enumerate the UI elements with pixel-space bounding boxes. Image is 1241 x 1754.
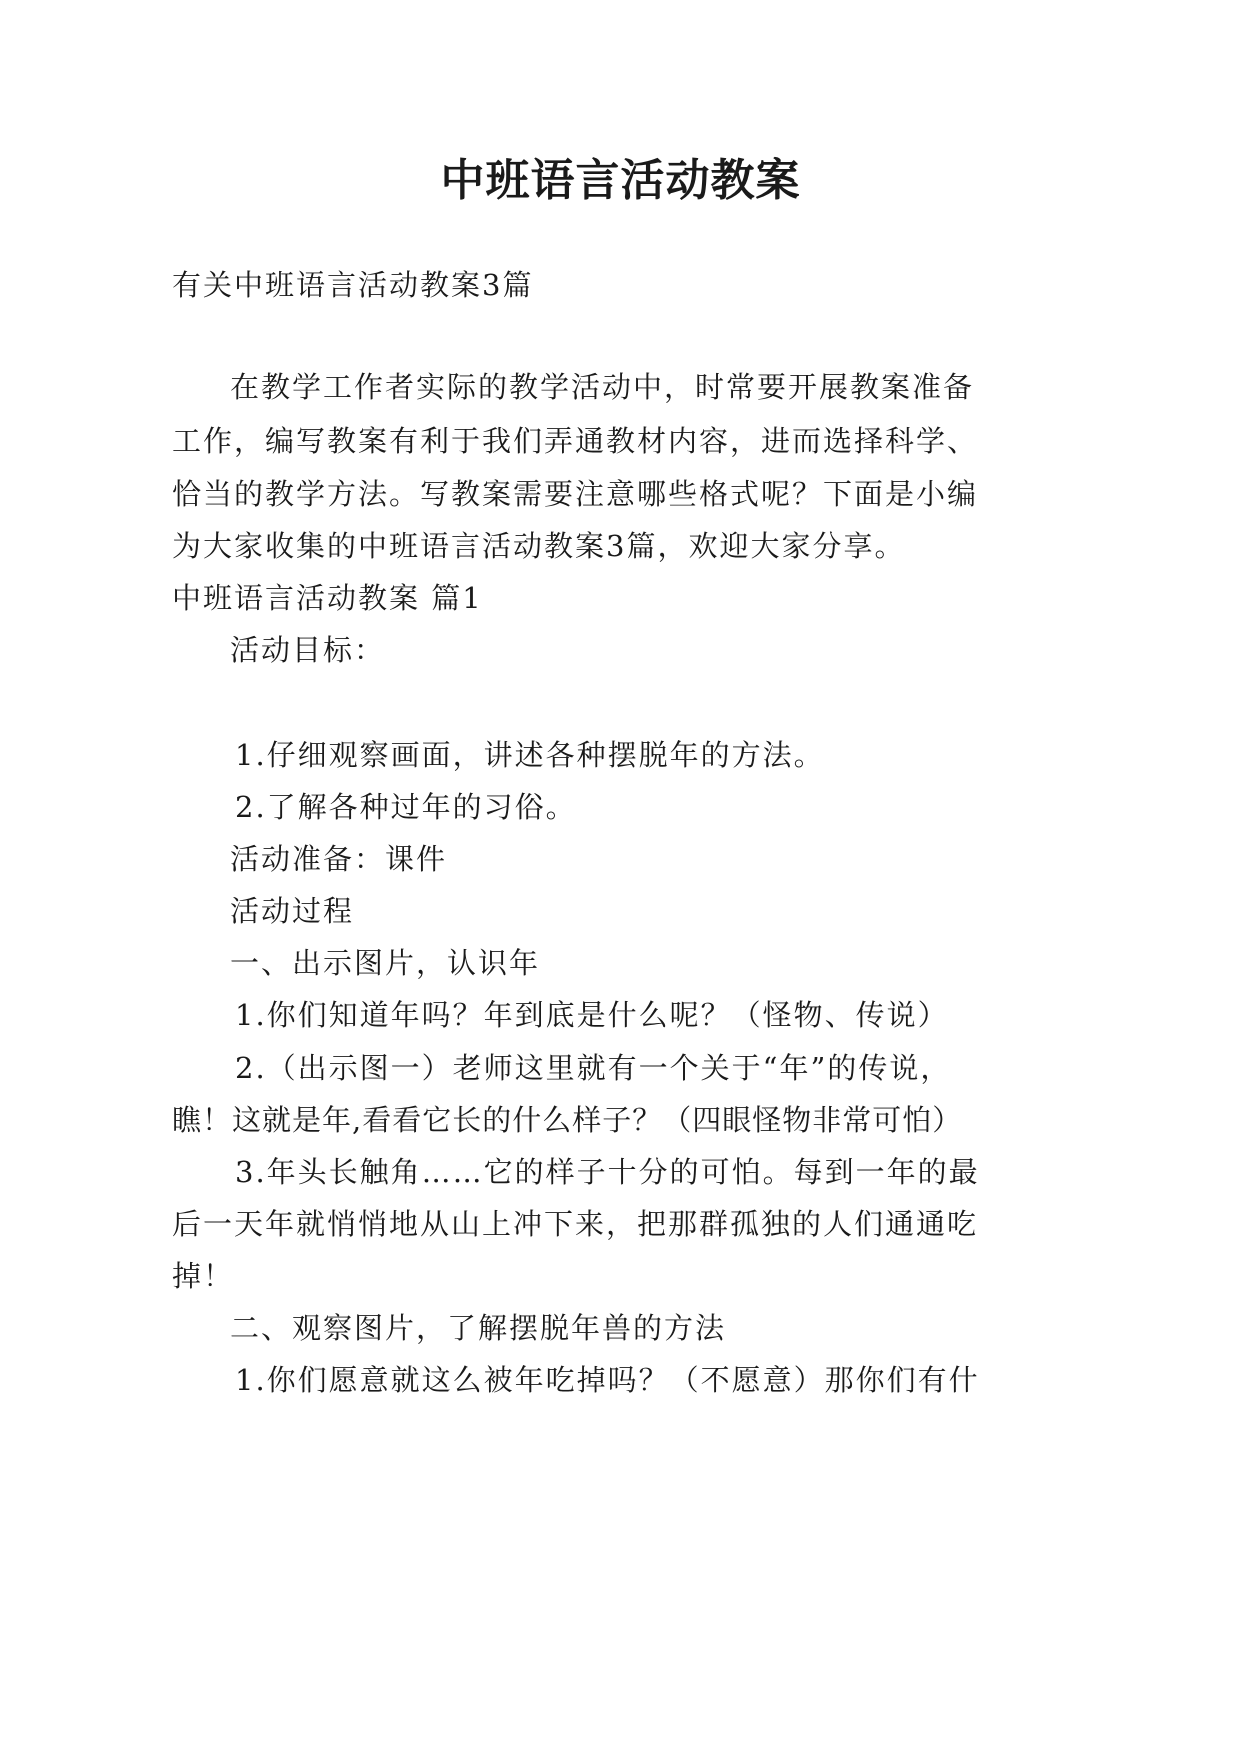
intro-line-3: 恰当的教学方法。写教案需要注意哪些格式呢？下面是小编 <box>172 477 979 511</box>
intro-line-2: 工作，编写教案有利于我们弄通教材内容，进而选择科学、 <box>172 424 979 458</box>
document-subtitle: 有关中班语言活动教案3篇 <box>172 268 534 302</box>
step2-question-1: 1.你们愿意就这么被年吃掉吗？（不愿意）那你们有什 <box>235 1363 980 1397</box>
goal-item-1: 1.仔细观察画面，讲述各种摆脱年的方法。 <box>235 738 825 772</box>
step1-question-2-line-2: 瞧！这就是年,看看它长的什么样子？（四眼怪物非常可怕） <box>172 1103 963 1137</box>
step1-question-3-line-1: 3.年头长触角……它的样子十分的可怕。每到一年的最 <box>235 1155 980 1189</box>
step1-question-2-line-1: 2.（出示图一）老师这里就有一个关于“年”的传说， <box>235 1051 952 1085</box>
intro-line-1: 在教学工作者实际的教学活动中，时常要开展教案准备 <box>230 370 975 404</box>
step1-question-1: 1.你们知道年吗？年到底是什么呢？（怪物、传说） <box>235 998 949 1032</box>
step1-heading: 一、出示图片，认识年 <box>230 946 541 980</box>
document-title: 中班语言活动教案 <box>440 155 801 206</box>
process-label: 活动过程 <box>230 894 355 928</box>
intro-line-4: 为大家收集的中班语言活动教案3篇，欢迎大家分享。 <box>172 529 906 563</box>
section-heading: 中班语言活动教案 篇1 <box>172 581 483 615</box>
step1-question-3-line-2: 后一天年就悄悄地从山上冲下来，把那群孤独的人们通通吃 <box>172 1207 979 1241</box>
preparation-line: 活动准备：课件 <box>230 842 448 876</box>
step1-question-3-line-3: 掉！ <box>172 1259 235 1293</box>
step2-heading: 二、观察图片，了解摆脱年兽的方法 <box>230 1311 727 1345</box>
goal-item-2: 2.了解各种过年的习俗。 <box>235 790 577 824</box>
goals-label: 活动目标： <box>230 633 386 667</box>
